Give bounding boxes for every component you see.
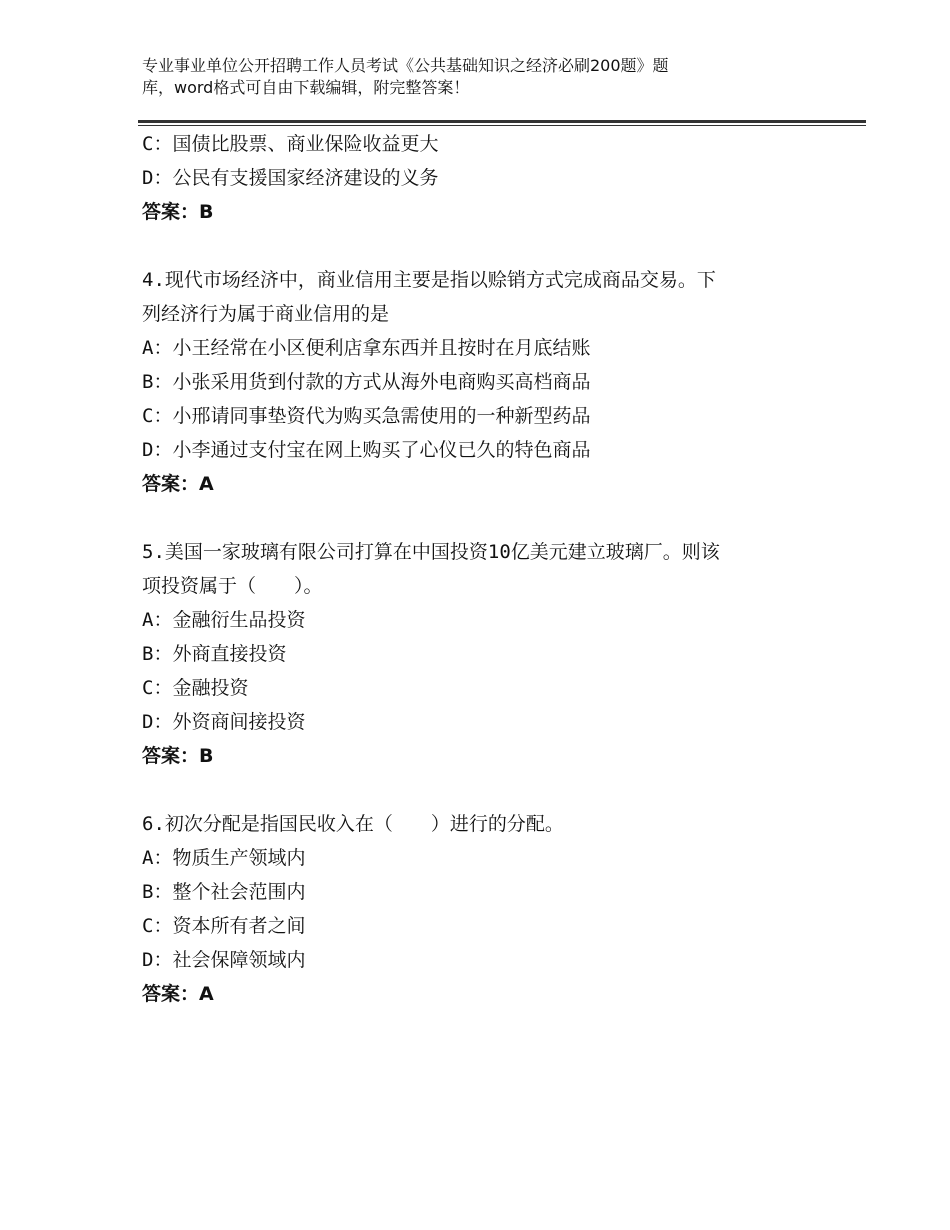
answer-line: 答案：B <box>142 201 214 223</box>
question-stem-line-1: 4.现代市场经济中，商业信用主要是指以赊销方式完成商品交易。下 <box>142 269 716 291</box>
question-6 <box>142 807 822 1011</box>
spacer <box>142 229 822 263</box>
option-c: C：小邢请同事垫资代为购买急需使用的一种新型药品 <box>142 405 591 427</box>
header-rule-thick <box>138 120 866 123</box>
option-b: B：整个社会范围内 <box>142 881 306 903</box>
question-stem-line-2: 列经济行为属于商业信用的是 <box>142 303 390 325</box>
option-c: C：金融投资 <box>142 677 249 699</box>
spacer <box>142 501 822 535</box>
answer-line: 答案：A <box>142 473 214 495</box>
option-c: C：资本所有者之间 <box>142 915 306 937</box>
option-d: D：社会保障领域内 <box>142 949 306 971</box>
answer-line: 答案：A <box>142 983 214 1005</box>
document-header <box>142 55 782 99</box>
question-list <box>142 127 822 1011</box>
answer-line: 答案：B <box>142 745 214 767</box>
option-c: C：国债比股票、商业保险收益更大 <box>142 133 439 155</box>
question-5 <box>142 535 822 773</box>
option-b: B：小张采用货到付款的方式从海外电商购买高档商品 <box>142 371 591 393</box>
option-a: A：小王经常在小区便利店拿东西并且按时在月底结账 <box>142 337 591 359</box>
option-a: A：物质生产领域内 <box>142 847 306 869</box>
question-stem-line-1: 6.初次分配是指国民收入在（ ）进行的分配。 <box>142 813 564 835</box>
question-3-tail <box>142 127 822 229</box>
question-stem-line-1: 5.美国一家玻璃有限公司打算在中国投资10亿美元建立玻璃厂。则该 <box>142 541 720 563</box>
header-title-line-1: 专业事业单位公开招聘工作人员考试《公共基础知识之经济必刷200题》题 <box>142 56 669 75</box>
option-d: D：公民有支援国家经济建设的义务 <box>142 167 439 189</box>
question-stem-line-2: 项投资属于（ ）。 <box>142 575 323 597</box>
option-d: D：小李通过支付宝在网上购买了心仪已久的特色商品 <box>142 439 591 461</box>
option-d: D：外资商间接投资 <box>142 711 306 733</box>
question-4 <box>142 263 822 501</box>
option-b: B：外商直接投资 <box>142 643 287 665</box>
header-rule-thin <box>138 125 866 126</box>
header-title-line-2: 库，word格式可自由下载编辑，附完整答案！ <box>142 78 470 97</box>
option-a: A：金融衍生品投资 <box>142 609 306 631</box>
spacer <box>142 773 822 807</box>
